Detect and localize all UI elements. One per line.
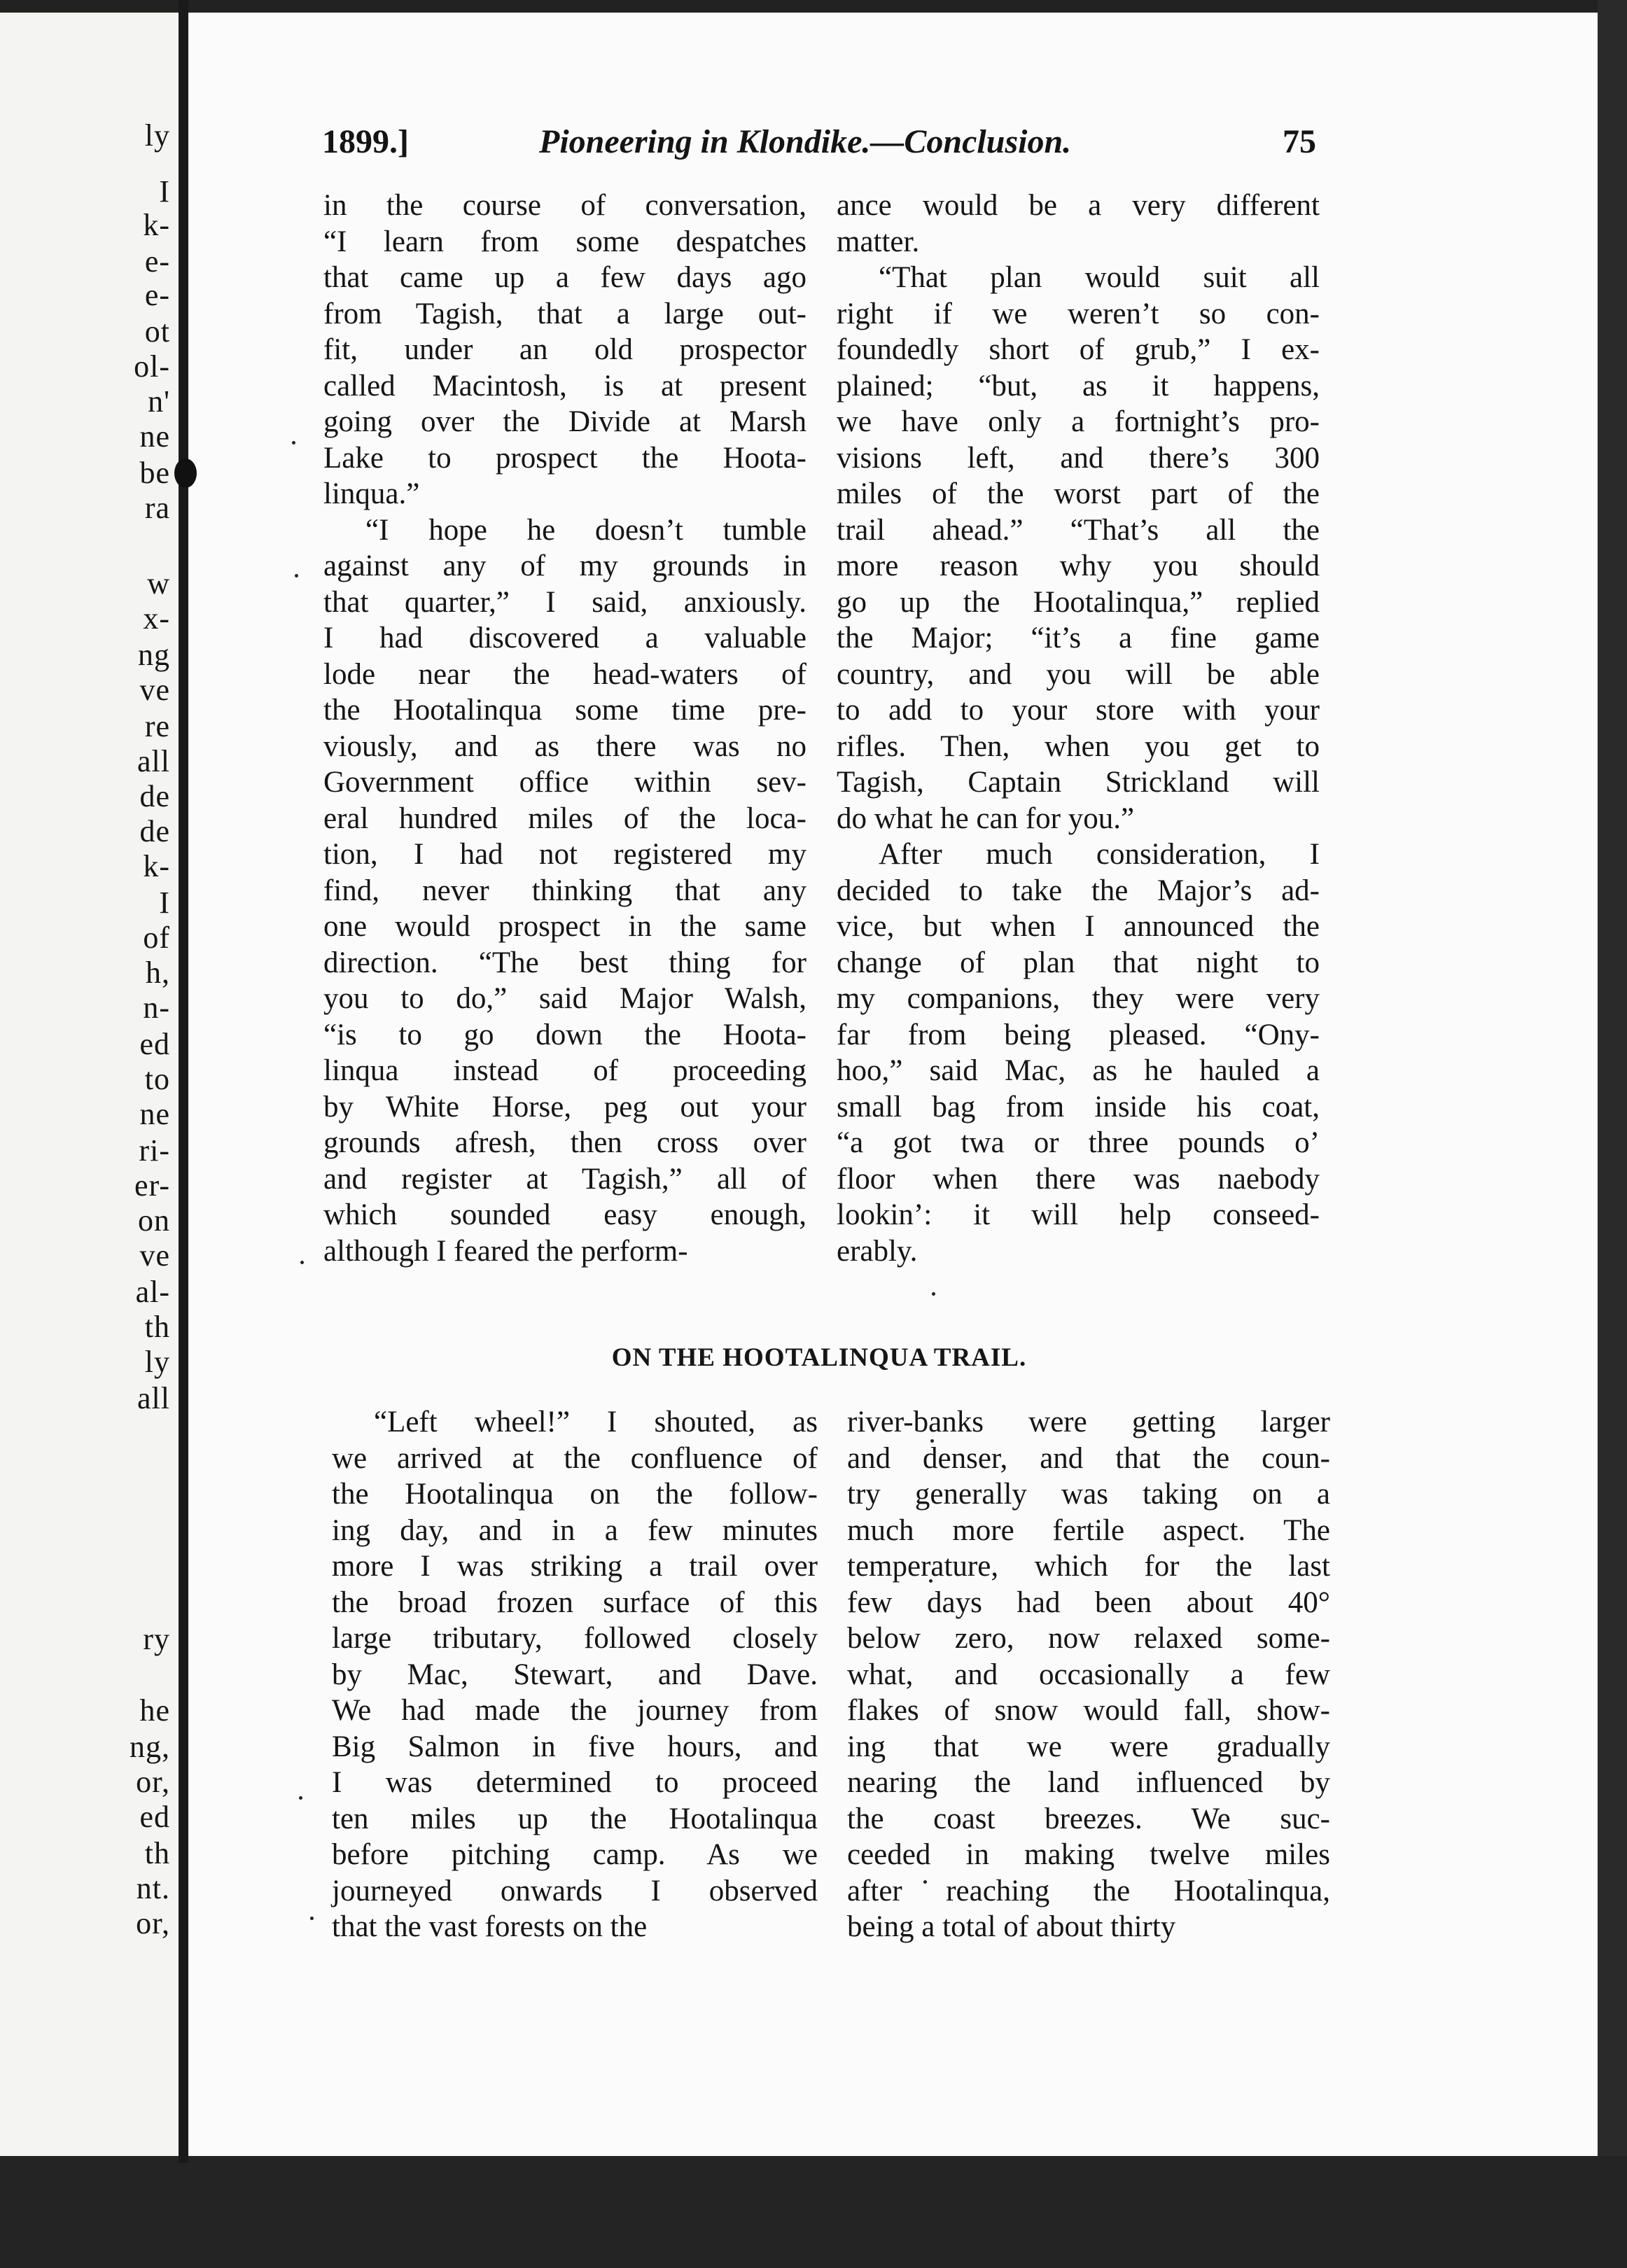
previous-page-edge: [0, 13, 179, 2156]
text-line: by Mac, Stewart, and Dave.: [332, 1658, 818, 1691]
left-page-fragment: I: [159, 886, 170, 920]
text-line: Tagish, Captain Strickland will: [837, 766, 1320, 799]
paper-speck: [295, 574, 298, 578]
left-page-fragment: all: [137, 1381, 170, 1415]
left-page-fragment: er-: [134, 1168, 170, 1203]
left-page-fragment: al-: [135, 1275, 170, 1309]
text-line: which sounded easy enough,: [323, 1198, 806, 1231]
left-page-fragment: nt.: [136, 1871, 170, 1905]
running-header: [322, 122, 1316, 172]
text-line: ceeded in making twelve miles: [847, 1838, 1330, 1871]
left-page-fragment: n': [148, 384, 170, 419]
text-line: After much consideration, I: [879, 838, 1320, 871]
text-line: I had discovered a valuable: [323, 622, 806, 654]
left-page-fragment: he: [139, 1693, 170, 1728]
left-page-fragment: ol-: [134, 349, 170, 384]
text-line: we arrived at the confluence of: [332, 1441, 818, 1475]
text-line: that the vast forests on the: [332, 1910, 648, 1943]
text-line: what, and occasionally a few: [847, 1658, 1330, 1691]
left-page-fragment: ve: [139, 1238, 170, 1273]
text-line: small bag from inside his coat,: [837, 1090, 1320, 1124]
text-line: lode near the head-waters of: [323, 657, 806, 691]
text-line: temperature, which for the last: [847, 1550, 1330, 1583]
text-line: going over the Divide at Marsh: [323, 405, 806, 438]
text-line: Government office within sev-: [323, 766, 806, 799]
left-page-fragment: k-: [143, 849, 170, 883]
left-page-fragment: ed: [139, 1800, 170, 1834]
left-page-fragment: all: [137, 744, 170, 778]
left-page-fragment: re: [144, 709, 170, 743]
left-page-fragment: I: [159, 174, 170, 209]
text-line: find, never thinking that any: [323, 874, 806, 907]
text-line: that came up a few days ago: [323, 261, 806, 294]
text-line: plained; “but, as it happens,: [837, 369, 1320, 402]
scanner-background-bottom: [0, 2156, 1627, 2268]
left-page-fragment: ng,: [130, 1730, 170, 1764]
left-page-fragment: on: [138, 1203, 170, 1238]
left-page-fragment: ly: [144, 1345, 170, 1379]
text-line: rifles. Then, when you get to: [837, 729, 1320, 763]
left-page-fragment: th: [144, 1310, 170, 1344]
text-line: “I learn from some despatches: [323, 225, 806, 258]
text-line: ten miles up the Hootalinqua: [332, 1802, 818, 1835]
text-line: the coast breezes. We suc-: [847, 1802, 1330, 1835]
text-line: matter.: [837, 225, 920, 258]
left-page-fragment: ry: [143, 1622, 170, 1656]
left-page-fragment: ng: [138, 638, 170, 672]
text-line: to add to your store with your: [837, 694, 1320, 727]
text-line: called Macintosh, is at present: [323, 369, 806, 402]
text-line: erably.: [837, 1234, 918, 1268]
text-line: try generally was taking on a: [847, 1478, 1330, 1511]
text-line: my companions, they were very: [837, 982, 1320, 1015]
text-line: foundedly short of grub,” I ex-: [837, 333, 1320, 366]
scanner-background-right: [1598, 0, 1627, 2268]
text-line: viously, and as there was no: [323, 729, 806, 763]
text-line: fit, under an old prospector: [323, 333, 806, 366]
text-line: more reason why you should: [837, 550, 1320, 582]
text-line: linqua.”: [323, 477, 420, 510]
text-line: linqua instead of proceeding: [323, 1054, 806, 1087]
text-line: the Hootalinqua on the follow-: [332, 1478, 818, 1511]
text-line: we have only a fortnight’s pro-: [837, 405, 1320, 438]
text-line: much more fertile aspect. The: [847, 1513, 1330, 1547]
left-page-fragment: k-: [143, 208, 170, 242]
text-line: grounds afresh, then cross over: [323, 1126, 806, 1159]
left-page-fragment: e-: [144, 244, 170, 279]
text-line: before pitching camp. As we: [332, 1838, 818, 1871]
text-line: few days had been about 40°: [847, 1586, 1330, 1619]
text-line: “That plan would suit all: [879, 261, 1320, 294]
text-line: by White Horse, peg out your: [323, 1090, 806, 1124]
text-line: We had made the journey from: [332, 1694, 818, 1727]
text-line: tion, I had not registered my: [323, 838, 806, 871]
paper-speck: [300, 1261, 304, 1264]
text-line: one would prospect in the same: [323, 910, 806, 943]
left-page-fragment: n-: [143, 990, 170, 1025]
text-line: more I was striking a trail over: [332, 1550, 818, 1583]
left-page-fragment: w: [147, 566, 170, 601]
left-page-fragment: e-: [144, 278, 170, 312]
text-column-1: [323, 188, 806, 1269]
text-line: I was determined to proceed: [332, 1766, 818, 1799]
text-line: below zero, now relaxed some-: [847, 1622, 1330, 1655]
paper-speck: [932, 1292, 935, 1296]
text-line: ance would be a very different: [837, 189, 1320, 222]
text-line: river-banks were getting larger: [847, 1406, 1330, 1438]
text-line: flakes of snow would fall, show-: [847, 1694, 1330, 1727]
left-page-fragment: de: [139, 814, 170, 848]
left-page-fragment: th: [144, 1836, 170, 1870]
text-line: that quarter,” I said, anxiously.: [323, 585, 806, 619]
text-line: ing that we were gradually: [847, 1730, 1330, 1763]
scanner-background-top: [0, 0, 1627, 13]
text-line: hoo,” said Mac, as he hauled a: [837, 1054, 1320, 1087]
text-line: trail ahead.” “That’s all the: [837, 513, 1320, 547]
paper-speck: [299, 1796, 302, 1800]
left-page-fragment: or,: [136, 1765, 170, 1799]
left-page-fragment: to: [144, 1062, 170, 1096]
left-page-fragment: ot: [144, 314, 170, 349]
text-line: miles of the worst part of the: [837, 477, 1320, 510]
left-page-fragment: ri-: [139, 1133, 170, 1168]
text-line: change of plan that night to: [837, 946, 1320, 979]
text-line: against any of my grounds in: [323, 550, 806, 582]
left-page-fragment: be: [139, 456, 170, 490]
section-heading: ON THE HOOTALINQUA TRAIL.: [611, 1343, 1027, 1372]
left-page-fragment: h,: [146, 955, 170, 990]
text-line: the broad frozen surface of this: [332, 1586, 818, 1619]
page-number: 75: [1283, 123, 1316, 160]
text-line: “Left wheel!” I shouted, as: [374, 1406, 818, 1438]
left-page-fragment: of: [143, 920, 170, 955]
text-line: country, and you will be able: [837, 657, 1320, 691]
text-line: visions left, and there’s 300: [837, 441, 1320, 475]
paper-speck: [310, 1917, 314, 1920]
text-line: you to do,” said Major Walsh,: [323, 982, 806, 1015]
text-line: in the course of conversation,: [323, 189, 806, 222]
text-line: right if we weren’t so con-: [837, 297, 1320, 330]
text-line: lookin’: it will help conseed-: [837, 1198, 1320, 1231]
text-line: after reaching the Hootalinqua,: [847, 1874, 1330, 1907]
text-line: “I hope he doesn’t tumble: [365, 513, 806, 547]
paper-speck: [292, 441, 295, 444]
text-line: and register at Tagish,” all of: [323, 1162, 806, 1196]
text-line: large tributary, followed closely: [332, 1622, 818, 1655]
text-line: the Major; “it’s a fine game: [837, 622, 1320, 654]
text-line: Lake to prospect the Hoota-: [323, 441, 806, 475]
text-line: go up the Hootalinqua,” replied: [837, 585, 1320, 619]
binding-hole: [174, 458, 197, 488]
left-page-fragment: x-: [143, 601, 170, 636]
text-line: being a total of about thirty: [847, 1910, 1176, 1943]
text-column-2: [837, 188, 1320, 1269]
text-column-4: [847, 1404, 1330, 1945]
left-page-fragment: ed: [139, 1027, 170, 1061]
text-line: direction. “The best thing for: [323, 946, 806, 979]
text-line: and denser, and that the coun-: [847, 1441, 1330, 1475]
left-page-fragment: ne: [139, 419, 170, 454]
text-line: although I feared the perform-: [323, 1234, 688, 1268]
text-line: vice, but when I announced the: [837, 910, 1320, 943]
page-gutter-shadow: [179, 0, 188, 2163]
left-page-fragment: ly: [144, 118, 170, 153]
text-column-3: [332, 1404, 818, 1945]
left-page-fragment: ra: [144, 491, 170, 525]
left-page-fragment: ne: [139, 1097, 170, 1131]
text-line: floor when there was naebody: [837, 1162, 1320, 1196]
left-page-fragment: or,: [136, 1906, 170, 1940]
left-page-fragment: ve: [139, 673, 170, 707]
text-line: from Tagish, that a large out-: [323, 297, 806, 330]
text-line: the Hootalinqua some time pre-: [323, 694, 806, 727]
header-year: 1899.]: [322, 123, 409, 160]
text-line: ing day, and in a few minutes: [332, 1513, 818, 1547]
text-line: do what he can for you.”: [837, 802, 1135, 835]
text-line: “is to go down the Hoota-: [323, 1018, 806, 1051]
header-title: Pioneering in Klondike.—Conclusion.: [539, 123, 1072, 160]
text-line: journeyed onwards I observed: [332, 1874, 818, 1907]
text-line: Big Salmon in five hours, and: [332, 1730, 818, 1763]
text-line: “a got twa or three pounds o’: [837, 1126, 1320, 1159]
text-line: nearing the land influenced by: [847, 1766, 1330, 1799]
text-line: eral hundred miles of the loca-: [323, 802, 806, 835]
left-page-fragment: de: [139, 779, 170, 813]
text-line: decided to take the Major’s ad-: [837, 874, 1320, 907]
text-line: far from being pleased. “Ony-: [837, 1018, 1320, 1051]
